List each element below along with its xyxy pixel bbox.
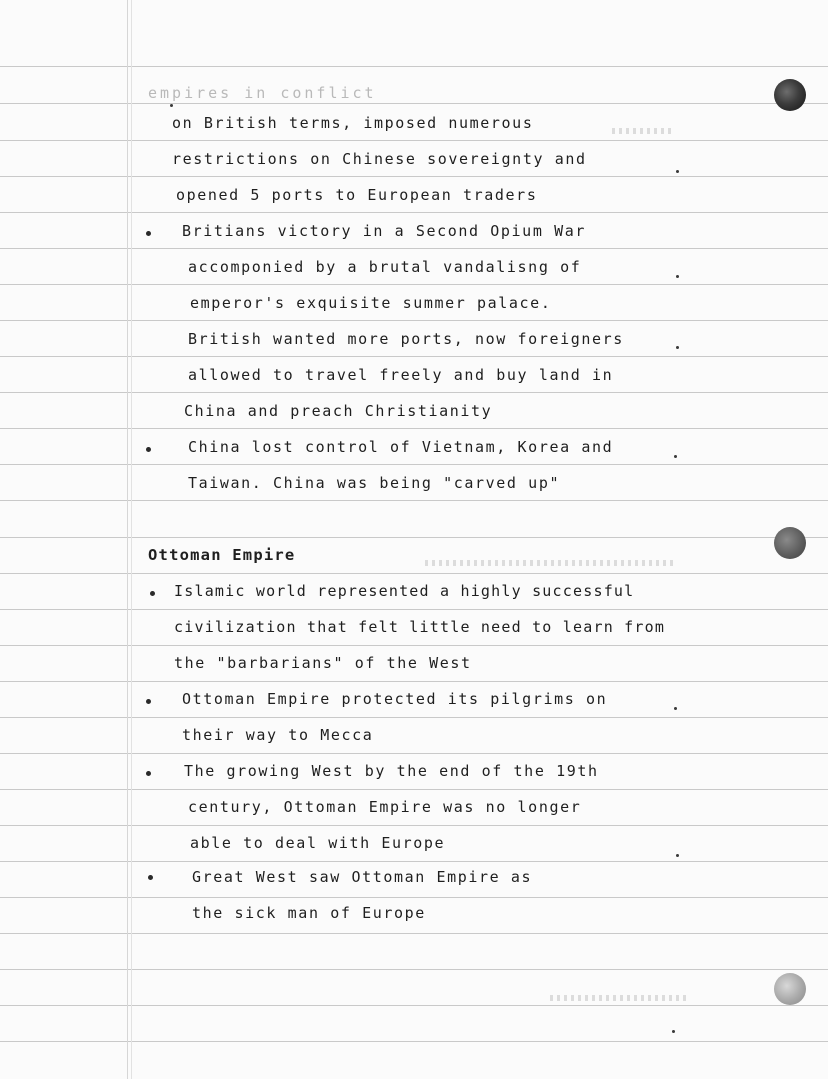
note-line: their way to Mecca: [182, 726, 374, 744]
ink-speck: [674, 707, 677, 710]
rule-line: [0, 66, 828, 67]
rule-line: [0, 645, 828, 646]
bleed-through-smudge: [550, 995, 690, 1001]
rule-line: [0, 537, 828, 538]
rule-line: [0, 681, 828, 682]
rule-line: [0, 103, 828, 104]
rule-line: [0, 500, 828, 501]
binder-hole: [774, 79, 806, 111]
bullet-point: [146, 231, 151, 236]
bullet-point: [150, 591, 155, 596]
note-line: allowed to travel freely and buy land in: [188, 366, 614, 384]
bullet-point: [146, 771, 151, 776]
note-line: able to deal with Europe: [190, 834, 446, 852]
ink-speck: [676, 854, 679, 857]
note-line: the "barbarians" of the West: [174, 654, 472, 672]
bleed-through-heading: empires in conflict: [148, 84, 377, 102]
rule-line: [0, 1041, 828, 1042]
rule-line: [0, 825, 828, 826]
note-line: China lost control of Vietnam, Korea and: [188, 438, 614, 456]
rule-line: [0, 464, 828, 465]
note-line: Britians victory in a Second Opium War: [182, 222, 586, 240]
note-line: British wanted more ports, now foreigners: [188, 330, 624, 348]
section-heading: Ottoman Empire: [148, 546, 296, 564]
rule-line: [0, 861, 828, 862]
rule-line: [0, 284, 828, 285]
binder-hole: [774, 973, 806, 1005]
ink-speck: [170, 104, 173, 107]
rule-line: [0, 933, 828, 934]
rule-line: [0, 789, 828, 790]
note-line: Great West saw Ottoman Empire as: [192, 868, 533, 886]
rule-line: [0, 1005, 828, 1006]
rule-line: [0, 248, 828, 249]
ink-speck: [676, 275, 679, 278]
note-line: civilization that felt little need to learn from: [174, 618, 666, 636]
rule-line: [0, 573, 828, 574]
rule-line: [0, 717, 828, 718]
rule-line: [0, 176, 828, 177]
rule-line: [0, 356, 828, 357]
rule-line: [0, 320, 828, 321]
bullet-point: [148, 875, 153, 880]
rule-line: [0, 753, 828, 754]
note-line: Islamic world represented a highly successful: [174, 582, 635, 600]
rule-line: [0, 140, 828, 141]
note-line: restrictions on Chinese sovereignty and: [172, 150, 587, 168]
rule-line: [0, 897, 828, 898]
bleed-through-smudge: [612, 128, 672, 134]
bleed-through-smudge: [425, 560, 675, 566]
note-line: China and preach Christianity: [184, 402, 493, 420]
margin-line: [131, 0, 132, 1079]
note-line: the sick man of Europe: [192, 904, 426, 922]
note-line: Taiwan. China was being "carved up": [188, 474, 561, 492]
note-line: opened 5 ports to European traders: [176, 186, 538, 204]
rule-line: [0, 212, 828, 213]
note-line: accomponied by a brutal vandalisng of: [188, 258, 582, 276]
binder-hole: [774, 527, 806, 559]
rule-line: [0, 609, 828, 610]
note-line: Ottoman Empire protected its pilgrims on: [182, 690, 608, 708]
ink-speck: [676, 170, 679, 173]
note-line: on British terms, imposed numerous: [172, 114, 534, 132]
bullet-point: [146, 699, 151, 704]
note-line: emperor's exquisite summer palace.: [190, 294, 552, 312]
note-line: century, Ottoman Empire was no longer: [188, 798, 582, 816]
bullet-point: [146, 447, 151, 452]
ink-speck: [676, 346, 679, 349]
rule-line: [0, 428, 828, 429]
ink-speck: [674, 455, 677, 458]
margin-line: [127, 0, 128, 1079]
ink-speck: [672, 1030, 675, 1033]
rule-line: [0, 392, 828, 393]
note-line: The growing West by the end of the 19th: [184, 762, 599, 780]
rule-line: [0, 969, 828, 970]
